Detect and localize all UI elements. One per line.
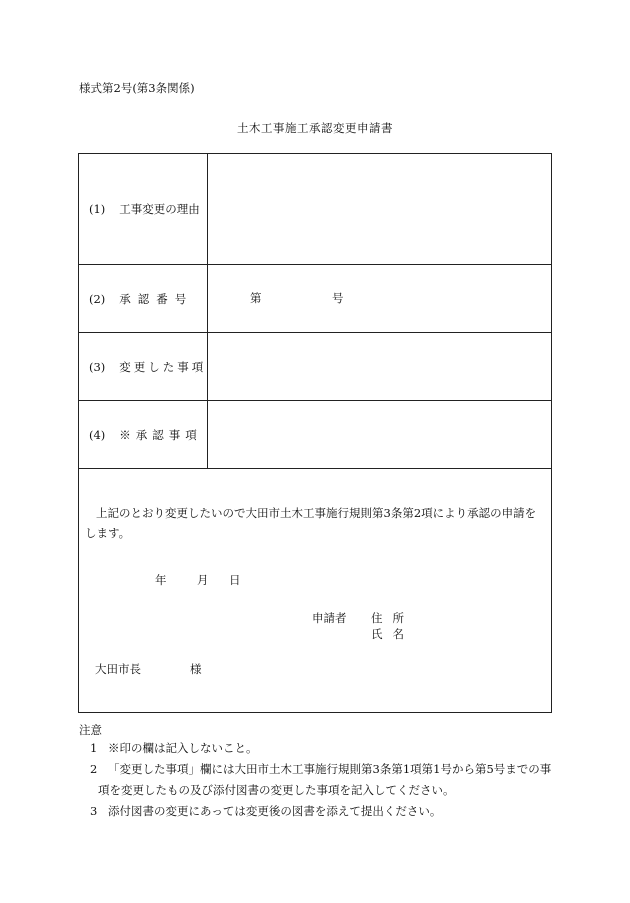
month-label: 月 <box>197 573 209 587</box>
note-number: 2 <box>90 762 98 776</box>
row-approval-items <box>79 401 551 469</box>
approval-items-field[interactable] <box>208 401 551 468</box>
note-text-continued: 項を変更したもの及び添付図書の変更した事項を記入してください。 <box>98 783 455 797</box>
note-text: 「変更した事項」欄には大田市土木工事施行規則第3条第1項第1号から第5号までの事 <box>108 762 552 776</box>
address-label: 住所 <box>371 611 414 625</box>
go-label: 号 <box>332 291 344 305</box>
application-form-table <box>78 153 552 713</box>
day-label: 日 <box>229 573 241 587</box>
note-item <box>90 801 560 822</box>
row-change-reason <box>79 154 551 265</box>
row-label: 承認番号 <box>119 291 194 306</box>
honorific: 様 <box>190 662 202 676</box>
note-text: ※印の欄は記入しないこと。 <box>108 741 258 755</box>
applicant-label: 申請者 <box>312 611 347 625</box>
label-changed-items <box>79 333 208 400</box>
row-number: (2) <box>89 291 106 306</box>
row-changed-items <box>79 333 551 401</box>
changed-items-field[interactable] <box>208 333 551 400</box>
addressee-mayor: 大田市長 <box>95 662 141 676</box>
label-change-reason <box>79 154 208 264</box>
note-item <box>90 738 560 759</box>
document-title: 土木工事施工承認変更申請書 <box>237 121 393 135</box>
row-number: (3) <box>89 359 106 374</box>
name-label: 氏名 <box>371 627 414 641</box>
notes-title: 注意 <box>79 723 102 737</box>
application-statement: 上記のとおり変更したいので大田市土木工事施行規則第3条第2項により承認の申請をします。 <box>85 506 537 540</box>
note-text: 添付図書の変更にあっては変更後の図書を添えて提出ください。 <box>108 804 442 818</box>
form-number: 様式第2号(第3条関係) <box>79 81 195 95</box>
label-approval-items <box>79 401 208 468</box>
change-reason-field[interactable] <box>208 154 551 264</box>
label-approval-number <box>79 265 208 332</box>
row-number: (4) <box>89 427 106 442</box>
year-label: 年 <box>155 573 167 587</box>
note-number: 1 <box>90 741 98 755</box>
note-item <box>90 759 560 801</box>
row-number: (1) <box>89 202 106 216</box>
approval-number-field[interactable] <box>208 265 551 332</box>
row-approval-number <box>79 265 551 333</box>
row-label: ※承認事項 <box>119 427 202 442</box>
row-label: 工事変更の理由 <box>119 202 200 216</box>
row-label: 変更した事項 <box>119 359 207 374</box>
note-number: 3 <box>90 804 98 818</box>
dai-label: 第 <box>250 291 262 305</box>
